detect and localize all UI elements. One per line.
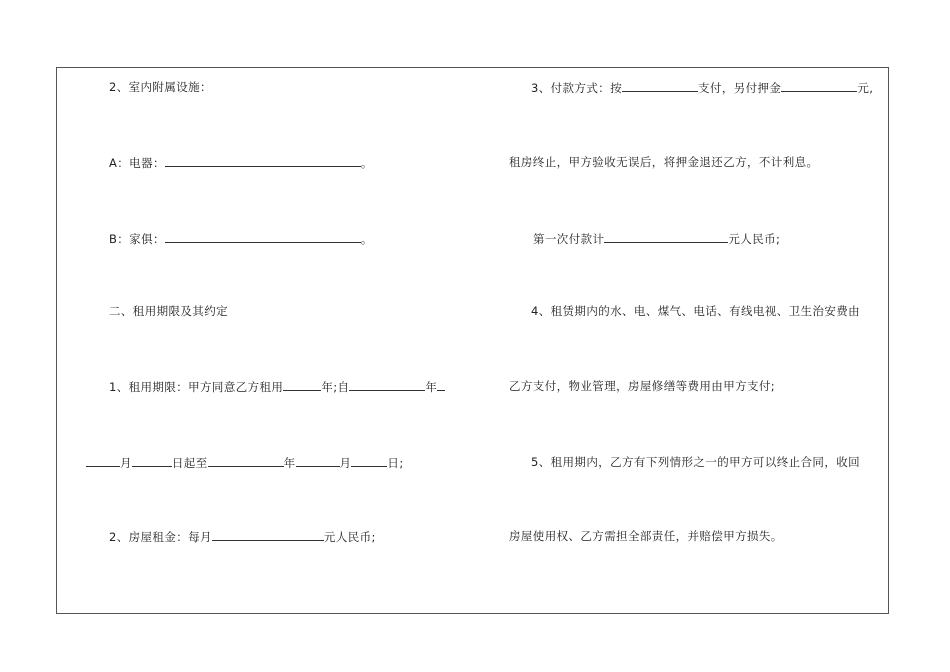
- first-payment-line: 第一次付款计 元人民币;: [533, 232, 781, 246]
- term-dates-line: 月 日起至 年 月 日;: [86, 455, 404, 470]
- term-trailing-blank[interactable]: [437, 379, 445, 391]
- deposit-blank[interactable]: [781, 80, 857, 92]
- end-year-blank[interactable]: [208, 455, 284, 467]
- appliances-blank[interactable]: [165, 155, 361, 167]
- item4-line1: 4、租赁期内的水、电、煤气、电话、有线电视、卫生治安费由: [531, 304, 861, 318]
- term-years-blank[interactable]: [283, 379, 321, 391]
- end-month-blank[interactable]: [296, 455, 340, 467]
- payment-line: 3、付款方式：按 支付，另付押金 元,: [531, 81, 874, 95]
- first-payment-blank[interactable]: [604, 231, 728, 243]
- start-year-blank[interactable]: [349, 379, 425, 391]
- furniture-blank[interactable]: [165, 231, 361, 243]
- rent-amount-blank[interactable]: [212, 529, 324, 541]
- facilities-heading: 2、室内附属设施：: [109, 80, 212, 94]
- end-day-blank[interactable]: [351, 455, 387, 467]
- start-month-blank[interactable]: [86, 455, 120, 467]
- term-line: 1、租用期限：甲方同意乙方租用 年;自 年: [109, 379, 445, 394]
- payment-period-blank[interactable]: [622, 80, 698, 92]
- furniture-line: B：家俱： 。: [109, 232, 373, 246]
- appliances-line: A：电器： 。: [109, 156, 373, 170]
- item5-line2: 房屋使用权、乙方需担全部责任，并赔偿甲方损失。: [509, 529, 783, 543]
- item5-line1: 5、租用期内，乙方有下列情形之一的甲方可以终止合同，收回: [531, 455, 861, 469]
- section2-heading: 二、租用期限及其约定: [109, 304, 228, 318]
- rent-line: 2、房屋租金：每月 元人民币;: [109, 530, 376, 544]
- item4-line2: 乙方支付，物业管理，房屋修缮等费用由甲方支付;: [509, 379, 776, 393]
- deposit-return-line: 租房终止，甲方验收无误后，将押金退还乙方，不计利息。: [509, 155, 819, 169]
- start-day-blank[interactable]: [132, 455, 172, 467]
